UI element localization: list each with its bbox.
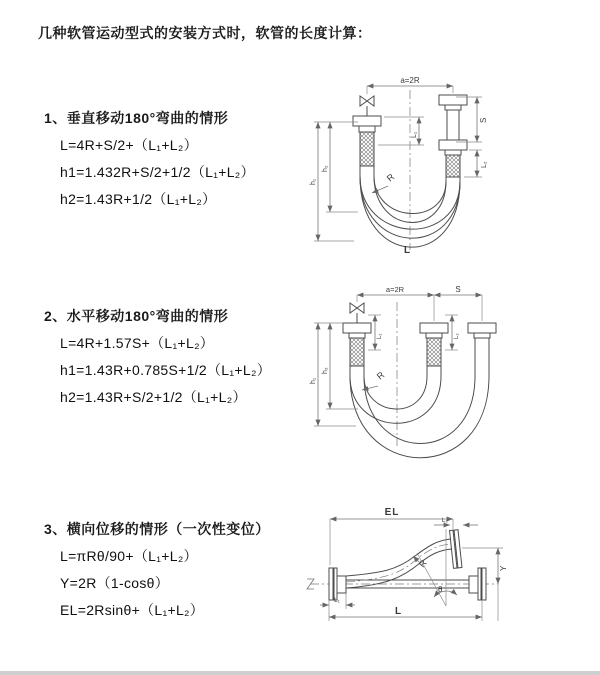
dimension-length [329,600,482,621]
section-vertical-movement [44,105,255,213]
formula-line: Y=2R（1-cosθ） [60,575,170,591]
dim-label-l1: L₁ [377,333,383,339]
dim-label-l2: L₂ [454,333,460,339]
formula-line: h2=1.43R+1/2（L₁+L₂） [60,191,217,207]
flange-right-original [469,568,486,600]
dim-label-h1: h₁ [310,377,317,384]
hose-end-left [353,116,381,176]
dim-label-a2r: a=2R [400,76,420,85]
flange-left [329,568,346,600]
dim-label-l1: L₁ [334,597,340,604]
hose-displaced-position [346,539,452,588]
dim-label-h2: h₂ [322,367,329,374]
dim-label-y: Y [499,565,508,571]
hose-end-right-moved [468,323,496,376]
section-horizontal-movement [44,303,271,411]
dimension-travel-s [434,285,482,295]
dimension-l1 [378,117,424,145]
section-1-heading: 1、垂直移动180°弯曲的情形 [44,110,229,126]
valve-icon [360,96,374,116]
braid-section [350,338,364,366]
diagram-lateral-displacement [296,501,600,631]
braid-section [360,132,374,166]
hose-end-right [439,95,467,181]
dim-label-l2: L₂ [481,161,488,168]
formula-line: EL=2Rsinθ+（L₁+L₂） [60,602,205,618]
dim-label-h2: h₂ [322,165,329,172]
formula-line: h1=1.432R+S/2+1/2（L₁+L₂） [60,164,255,180]
dimension-h2 [322,122,358,212]
dimension-el [330,507,453,565]
dim-label-h1: h₁ [310,178,317,185]
dim-label-length: L [403,245,411,256]
formula-line: L=4R+S/2+（L₁+L₂） [60,137,198,153]
dimension-span-a2r [357,285,434,295]
page-edge-shadow [0,671,600,675]
formula-line: h2=1.43R+S/2+1/2（L₁+L₂） [60,389,247,405]
formula-line: h1=1.43R+0.785S+1/2（L₁+L₂） [60,362,271,378]
page-title: 几种软管运动型式的安装方式时，软管的长度计算： [38,25,372,41]
diagram-vertical-180 [306,60,596,265]
section-lateral-displacement [44,516,270,624]
hose-loops [350,376,489,458]
dim-label-s: S [455,285,461,294]
hose-end-middle [420,323,448,376]
dim-label-a2r: a=2R [385,285,405,294]
dim-label-r: R [416,557,429,570]
diagram-horizontal-180 [306,276,600,468]
dimension-l2 [434,517,478,525]
formula-line: L=πRθ/90+（L₁+L₂） [60,548,198,564]
dimension-h1 [310,122,358,241]
formula-line: L=4R+1.57S+（L₁+L₂） [60,335,215,351]
dim-label-length: L [394,606,402,617]
dim-label-l2: L₂ [441,517,449,524]
dim-label-el: EL [384,507,400,518]
braid-section [446,155,460,177]
valve-icon [350,303,364,323]
hose-end-left [343,323,371,376]
dim-label-r: R [374,369,387,382]
dim-label-r: R [384,171,397,184]
dim-label-theta: θ [438,585,443,594]
section-2-heading: 2、水平移动180°弯曲的情形 [44,308,229,324]
dim-label-l1: L₁ [411,131,418,138]
dimension-l2 [464,150,488,177]
dim-label-s: S [479,117,488,123]
section-3-heading: 3、横向位移的情形（一次性变位） [44,521,270,537]
braid-section [427,338,441,366]
